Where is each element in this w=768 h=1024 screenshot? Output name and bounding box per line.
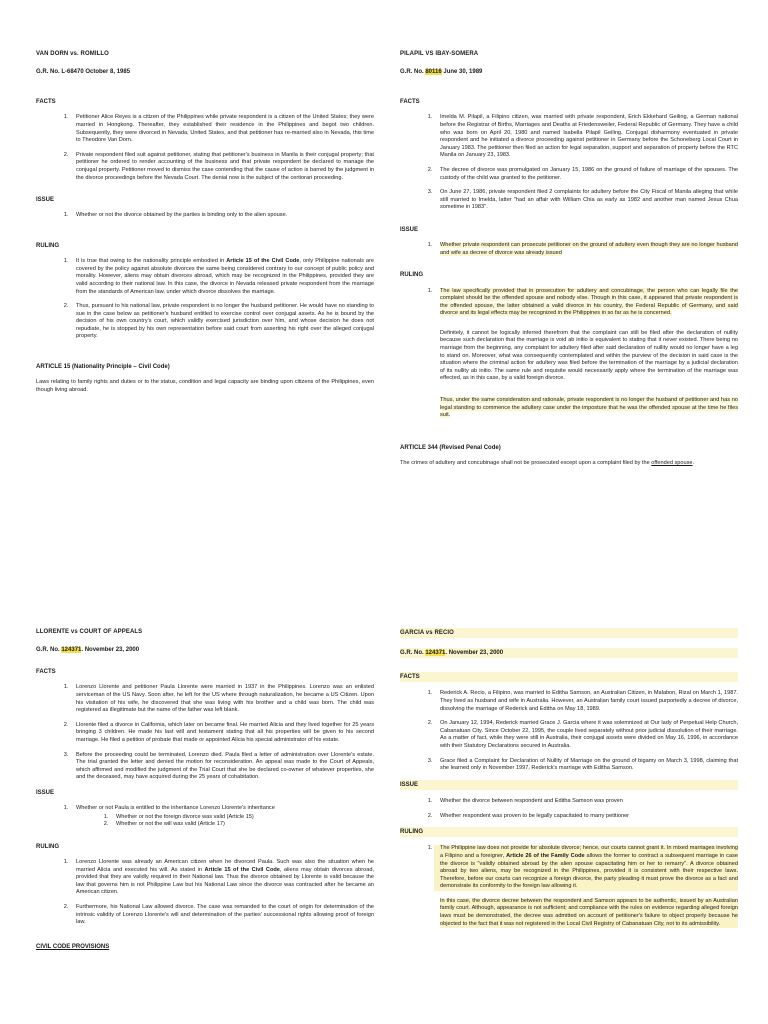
issue-heading: ISSUE xyxy=(36,197,55,204)
facts-list xyxy=(36,684,374,782)
facts-list xyxy=(36,114,374,182)
list-item xyxy=(70,859,374,897)
list-item: 2. Whether respondent was proven to be legally capacitated to marry petitioner xyxy=(434,813,738,821)
article-reference: Article 15 of the Civil Code xyxy=(204,866,280,873)
case-title: LLORENTE vs COURT OF APPEALS xyxy=(36,629,143,635)
list-item: 1. Lorenzo Llorente and petitioner Paula Llorente were married in 1937 in the Philippines. Lorenzo was an enlisted serviceman of the US Navy. Soon after, he left for the US where through naturalization, he became a US Citizen. Upon his visitation of his wife, he discovered that she was living with his brother and a child was born. The child was registered as illegitimate but the name of the father was left blank. xyxy=(70,684,374,714)
ruling-paragraph: Definitely, it cannot be logically inferred therefrom that the complaint can still be filed after the declaration of nullity because such declaration that the marriage is void ab initio is equivalent to stating that it never existed. There being no marriage from the beginning, any complaint for adultery filed after said declaration of nullity would no longer have a leg to stand on. Moreover, what was consequently contemplated and within the purview of the decision in said case is the situation where the criminal action for adultery was filed before the termination of the marriage by a judicial declaration of its nullity ab initio. The same rule and requisite would necessarily apply where the termination of the marriage was effected, as in this case, by a valid foreign divorce. xyxy=(440,329,738,382)
list-item xyxy=(434,242,738,257)
article-text-part: . xyxy=(692,459,695,466)
facts-heading: FACTS xyxy=(36,669,56,676)
case-title: GARCIA vs RECIO xyxy=(400,628,738,638)
article-reference: Article 26 of the Family Code xyxy=(506,852,585,859)
case-pilapil xyxy=(400,50,738,468)
facts-heading: FACTS xyxy=(400,672,738,682)
highlighted-text: The law specifically provided that in prosecution for adultery and concubinage, the person who can legally file the complaint should be the offended spouse and nobody else. Though in this case, it appeared that private respondent is the offended spouse, the latter obtained a valid divorce in his country, the Federal Republic of Germany, and said divorce and its legal effects may be recognized in the Philippines in so far as he is concerned. xyxy=(440,287,738,317)
list-item: 1. Petitioner Alice Reyes is a citizen of the Philippines while private respondent is a citizen of the United States; they were married in Hongkong. Thereafter, they established their residence in the Philippines and begot two children. Subsequently, they were divorced in Nevada, United States, and that petitioner has re-married also in Nevada, this time to Theodore Van Dorn. xyxy=(70,114,374,144)
list-item: 2. Llorente filed a divorce in California, which later on became final. He married Alicia and they lived together for 25 years bringing 3 children. He made his last will and testament stating that all his properties will be given to his second marriage. He filed a petition of probate that made or appointed Alicia his special administrator of his estate. xyxy=(70,722,374,745)
gr-highlight: 124371 xyxy=(61,647,82,654)
issue-heading: ISSUE xyxy=(400,780,738,790)
list-item: 1. Rederick A. Recio, a Filipino, was married to Editha Samson, an Australian Citizen, in Malabon, Rizal on March 1, 1987. They lived as husband and wife in Australia. However, an Australian family court issued purportedly a decree of divorce, dissolving the marriage of Rederick and Editha on May 18, 1989. xyxy=(434,690,738,713)
article-text xyxy=(400,460,738,468)
case-gr-number: G.R. No. L-68470 October 8, 1985 xyxy=(36,69,131,76)
ruling-list xyxy=(36,258,374,341)
ruling-paragraph: In this case, the divorce decree between the respondent and Samson appears to be authentic, issued by an Australian family court. Although, appearance is not sufficient; and compliance with the rules on evidence regarding alleged foreign laws must be demonstrated, the decree was admitted on account of petitioner's failure to object properly because he objected to the fact that it was not registered in the Local Civil Registry of Cabanatuan City, not to its admissibility. xyxy=(440,897,738,927)
article-reference: Article 15 of the Civil Code xyxy=(226,258,300,265)
case-van-dorn xyxy=(36,50,374,394)
ruling-list xyxy=(400,288,738,318)
list-item: 3. On June 27, 1986, private respondent filed 2 complaints for adultery before the City Fiscal of Manila alleging that while still married to Imelda, latter "had an affair with William Chia as early as 1982 and another man named Jesus Chua sometime in 1983". xyxy=(434,189,738,212)
case-title: VAN DORN vs. ROMILLO xyxy=(36,51,109,57)
issue-list xyxy=(36,805,374,829)
gr-highlight: 80116 xyxy=(425,69,442,76)
ruling-list xyxy=(400,845,738,891)
ruling-heading: RULING xyxy=(36,843,59,850)
ruling-heading: RULING xyxy=(400,272,423,279)
list-item xyxy=(70,805,374,829)
highlighted-text: Whether private respondent can prosecute petitioner on the ground of adultery even though they are no longer husband and wife as decree of divorce was already issued xyxy=(440,242,738,256)
list-item: 3. Before the proceeding could be terminated, Lorenzo died. Paula filed a letter of administration over Llorente's estate. The trial granted the letter and denied the motion for reconsideration. An appeal was made to the Court of Appeals, which affirmed and modified the judgment of the Trial Court that she be declared co-owner of whatever properties, she and the deceased, may have acquired during the 25 years of cohabitation. xyxy=(70,752,374,782)
sub-issue-list xyxy=(76,814,374,829)
provisions-heading: CIVIL CODE PROVISIONS xyxy=(36,943,110,950)
list-item: 2. Private respondent filed suit against petitioner, stating that petitioner's business in Manila is their conjugal property; that petitioner he ordered to render accounting of the business and that private respondent be declared to manage the conjugal property. Petitioner moved to dismiss the case contending that the cause of action is barred by the judgment in the divorce proceedings before the Nevada Court. The denial now is the subject of the certiorari proceeding. xyxy=(70,152,374,182)
underlined-term: offended spouse xyxy=(651,459,693,466)
list-item: 2. Whether or not the will was valid (Article 17) xyxy=(110,821,374,829)
gr-prefix: G.R. No. xyxy=(400,69,426,76)
highlighted-text: Thus, under the same consideration and rationale, private respondent is no longer the husband of petitioner and has no legal standing to commence the adultery case under the imposture that he was the offended spouse at the time he files suit. xyxy=(440,397,738,419)
ruling-text: The Philippine law does not provide for absolute divorce; hence, our courts cannot grant it. In mixed marriages involving a Filipino and a foreigner, xyxy=(440,845,738,859)
list-item: 1. Imelda M. Pilapil, a Filipino citizen, was married with private respondent, Erich Ekkehard Geiling, a German national before the Registrar of Births, Marriages and Deaths at Friedensweiler, Federal Republic of Germany. They have a child who was born on April 20, 1980 and named Isabella Pilapil Geiling. Conjugal disharmony eventuated in private respondent and he initiated a divorce proceeding against petitioner in Germany before the Schoneberg Local Court in January 1983. The petitioner then filed an action for legal separation, support and separation of property before the RTC Manila on January 23, 1983. xyxy=(434,114,738,160)
article-heading: ARTICLE 344 (Revised Penal Code) xyxy=(400,444,501,451)
article-text: Laws relating to family rights and duties or to the status, condition and legal capacity are binding upon citizens of the Philippines, even though living abroad. xyxy=(36,379,374,393)
list-item: 1. Whether or not the foreign divorce was valid (Article 15) xyxy=(110,814,374,822)
case-title: PILAPIL VS IBAY-SOMERA xyxy=(400,51,479,57)
case-llorente xyxy=(36,628,374,959)
list-item: 3. Grace filed a Complaint for Declaration of Nullity of Marriage on the ground of bigamy on March 3, 1998, claiming that she learned only in November 1997, Rederick's marriage with Editha Samson. xyxy=(434,758,738,773)
ruling-text: Lorenzo Llorente was already an American citizen when he divorced Paula. Such was also the situation when he married Alicia and executed his will. As stated in xyxy=(76,859,374,873)
list-item: 1. Whether the divorce between respondent and Editha Samson was proven xyxy=(434,798,738,806)
list-item xyxy=(434,845,738,891)
ruling-text: allows the former to contract a subsequent marriage in case the divorce is "validly obtained abroad by the alien spouse capacitating him or her to remarry". A divorce obtained abroad by two aliens, may be recognized in the Philippines, provided it is consistent with their respective laws. Therefore, before our courts can recognize a foreign divorce, the party pleading it must prove the divorce as a fact and demonstrate its conformity to the foreign law allowing it. xyxy=(440,852,739,890)
ruling-text: , aliens may obtain divorces abroad, provided that they are validly required in their National law. Thus the divorce obtained by Llorente is valid because the law that governs him is not Philippine Law but his National Law since the divorce was contracted after he became an American citizen. xyxy=(76,866,374,896)
ruling-paragraph xyxy=(440,397,738,420)
ruling-list xyxy=(36,859,374,927)
facts-heading: FACTS xyxy=(400,99,420,106)
list-item xyxy=(434,288,738,318)
gr-prefix: G.R. No. xyxy=(400,650,426,657)
issue-list xyxy=(36,212,374,220)
issue-list xyxy=(400,798,738,820)
article-heading: ARTICLE 15 (Nationality Principle – Civil Code) xyxy=(36,364,170,371)
facts-heading: FACTS xyxy=(36,99,56,106)
facts-list xyxy=(400,114,738,212)
issue-text: Whether or not Paula is entitled to the inheritance Lorenzo Llorente's inheritance xyxy=(76,805,275,812)
gr-date: . November 23, 2000 xyxy=(445,650,504,657)
facts-list xyxy=(400,690,738,772)
gr-prefix: G.R. No. xyxy=(36,647,62,654)
gr-date: . November 23, 2000 xyxy=(81,647,140,654)
list-item: 2. The decree of divorce was promulgated on January 15, 1986 on the ground of failure of marriage of the spouses. The custody of the child was granted to the petitioner. xyxy=(434,167,738,182)
article-text-part: The crimes of adultery and concubinage shall not be prosecuted except upon a complaint filed by the xyxy=(400,459,652,466)
list-item xyxy=(70,258,374,296)
issue-heading: ISSUE xyxy=(400,227,419,233)
issue-list xyxy=(400,242,738,257)
ruling-text: , only Philippine nationals are covered by the policy against absolute divorces the same being considered contrary to our concept of public policy and morality. However, aliens may obtain divorces abroad, which may be recognized in the Philippines, provided they are valid according to their national law. In this case, the divorce in Nevada released private respondent from the marriage from the standards of American law, under which divorce dissolves the marriage. xyxy=(76,258,374,295)
ruling-heading: RULING xyxy=(400,827,738,837)
ruling-heading: RULING xyxy=(36,242,59,249)
list-item: 2. On January 12, 1994, Rederick married Grace J. Garcia where it was solemnized at Our lady of Perpetual Help Church, Cabanatuan City. Since October 22, 1995, the couple lived separately without prior judicial dissolution of their marriage. As a matter of fact, while they were still in Australia, their conjugal assets were divided on May 16, 1996, in accordance with their Statutory Declarations secured in Australia. xyxy=(434,720,738,750)
list-item: 1. Whether or not the divorce obtained by the parties is binding only to the alien spouse. xyxy=(70,212,374,220)
gr-highlight: 124371 xyxy=(425,650,446,657)
case-gr-number xyxy=(36,646,374,654)
list-item: 2. Furthermore, his National Law allowed divorce. The case was remanded to the court of origin for determination of the intrinsic validity of Lorenzo Llorente's will and determination of the parties' successional rights allowing proof of foreign law. xyxy=(70,904,374,927)
case-gr-number xyxy=(400,648,738,658)
case-gr-number xyxy=(400,68,738,76)
ruling-text: It is true that owing to the nationality principle embodied in xyxy=(76,258,227,265)
list-item: 2. Thus, pursuant to his national law, private respondent is no longer the husband petitioner. He would have no standing to sue in the case below as petitioner's husband entitled to exercise control over conjugal assets. As he is bound by the decision of his own country's court, which validly exercised jurisdiction over him, and whose decision he does not repudiate, he is stopped by his own representation before said court from asserting his right over the alleged conjugal property. xyxy=(70,303,374,341)
gr-date: June 30, 1989 xyxy=(441,69,483,76)
issue-heading: ISSUE xyxy=(36,790,55,796)
case-garcia xyxy=(400,628,738,928)
